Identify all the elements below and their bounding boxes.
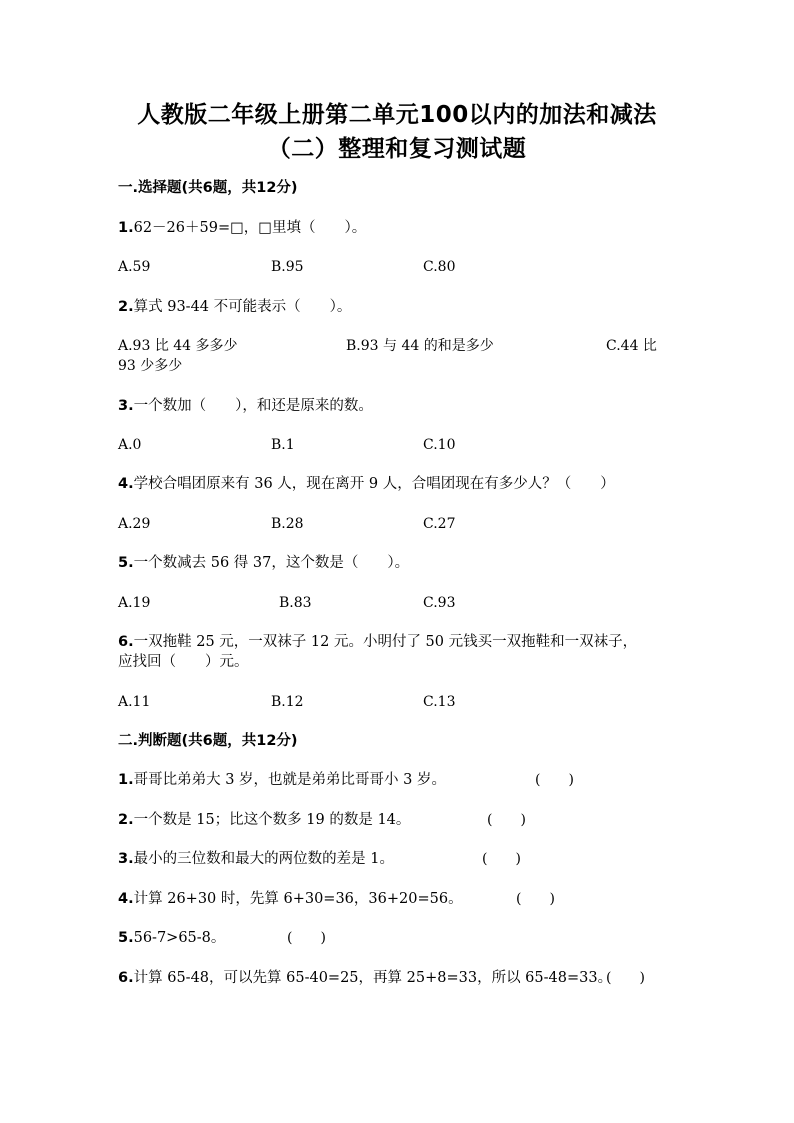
question-text: 62－26＋59=□，□里填（ ）。 xyxy=(133,220,367,236)
page-title-line2: （二）整理和复习测试题 xyxy=(267,136,527,162)
question-number: 2. xyxy=(118,299,134,315)
judge-question-3 xyxy=(118,849,394,869)
section1-heading: 一.选择题(共6题，共12分) xyxy=(118,180,298,196)
judge-question-4 xyxy=(118,889,463,909)
question-1-6-continued: 应找回（ ）元。 xyxy=(118,654,249,670)
question-number: 3. xyxy=(118,398,134,414)
question-1-1 xyxy=(118,218,366,238)
option-b: B.28 xyxy=(271,516,304,532)
option-c: C.10 xyxy=(423,437,456,453)
answer-bracket: ( ) xyxy=(606,970,645,986)
question-text: 计算 65-48，可以先算 65-40=25，再算 25+8=33，所以 65-48=33。 xyxy=(133,970,613,986)
option-a: A.59 xyxy=(118,259,151,275)
option-b: B.95 xyxy=(271,259,304,275)
judge-question-5 xyxy=(118,928,225,948)
question-text: 计算 26+30 时，先算 6+30=36，36+20=56。 xyxy=(133,891,463,907)
page-title-line1: 人教版二年级上册第二单元100以内的加法和减法 xyxy=(137,102,657,128)
answer-bracket: ( ) xyxy=(287,930,326,946)
option-b: B.12 xyxy=(271,694,304,710)
question-number: 4. xyxy=(118,891,134,907)
question-number: 3. xyxy=(118,851,134,867)
section2-heading: 二.判断题(共6题，共12分) xyxy=(118,733,298,749)
question-number: 1. xyxy=(118,772,134,788)
question-1-4 xyxy=(118,474,615,494)
question-text: 一双拖鞋 25 元，一双袜子 12 元。小明付了 50 元钱买一双拖鞋和一双袜子， xyxy=(133,634,638,650)
option-a: A.29 xyxy=(118,516,151,532)
question-1-2 xyxy=(118,297,351,317)
option-a: A.0 xyxy=(118,437,142,453)
option-a: A.19 xyxy=(118,595,151,611)
judge-question-6 xyxy=(118,968,612,988)
question-number: 6. xyxy=(118,970,134,986)
question-number: 5. xyxy=(118,555,134,571)
question-number: 5. xyxy=(118,930,134,946)
question-number: 4. xyxy=(118,476,134,492)
option-b: B.93 与 44 的和是多少 xyxy=(346,338,494,354)
option-c: C.93 xyxy=(423,595,456,611)
question-text: 最小的三位数和最大的两位数的差是 1。 xyxy=(133,851,394,867)
question-text: 哥哥比弟弟大 3 岁，也就是弟弟比哥哥小 3 岁。 xyxy=(133,772,446,788)
option-c: C.13 xyxy=(423,694,456,710)
option-a: A.11 xyxy=(118,694,151,710)
question-text: 一个数减去 56 得 37，这个数是（ ）。 xyxy=(133,555,410,571)
answer-bracket: ( ) xyxy=(535,772,574,788)
option-b: B.83 xyxy=(279,595,312,611)
option-a: A.93 比 44 多多少 xyxy=(118,338,238,354)
question-number: 2. xyxy=(118,812,134,828)
question-text: 一个数加（ ），和还是原来的数。 xyxy=(133,398,373,414)
answer-bracket: ( ) xyxy=(487,812,526,828)
question-number: 1. xyxy=(118,220,134,236)
answer-bracket: ( ) xyxy=(482,851,521,867)
question-text: 56-7>65-8。 xyxy=(133,930,226,946)
question-text: 算式 93-44 不可能表示（ ）。 xyxy=(133,299,352,315)
judge-question-1 xyxy=(118,770,446,790)
judge-question-2 xyxy=(118,810,410,830)
option-c: C.27 xyxy=(423,516,456,532)
answer-bracket: ( ) xyxy=(516,891,555,907)
question-text: 一个数是 15；比这个数多 19 的数是 14。 xyxy=(133,812,411,828)
option-c: C.44 比 xyxy=(606,338,657,354)
question-text: 学校合唱团原来有 36 人，现在离开 9 人，合唱团现在有多少人？（ ） xyxy=(133,476,615,492)
option-b: B.1 xyxy=(271,437,295,453)
question-1-5 xyxy=(118,553,409,573)
question-number: 6. xyxy=(118,634,134,650)
question-1-3 xyxy=(118,396,373,416)
question-1-6 xyxy=(118,632,637,652)
option-c-continued: 93 少多少 xyxy=(118,358,183,374)
option-c: C.80 xyxy=(423,259,456,275)
